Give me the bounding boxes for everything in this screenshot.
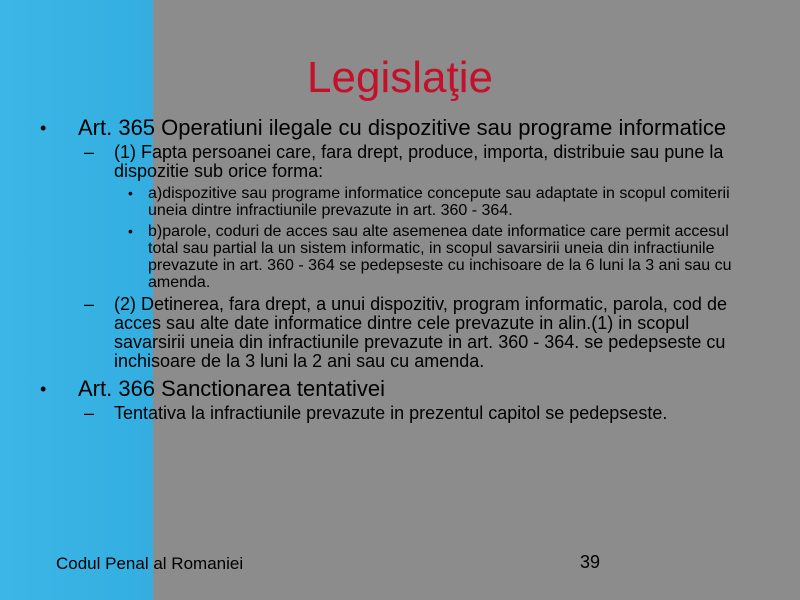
bullet-dash-icon: – xyxy=(84,294,95,314)
sub-bullet-tentativa xyxy=(40,404,760,423)
sub-bullet-text: Tentativa la infractiunile prevazute in prezentul capitol se pedepseste. xyxy=(114,403,668,423)
sub-bullet-alin-1 xyxy=(40,143,760,181)
slide-content xyxy=(40,114,760,423)
bullet-dot-icon: • xyxy=(40,118,47,138)
bullet-text: Art. 366 Sanctionarea tentativei xyxy=(78,376,385,401)
sub-bullet-text: (1) Fapta persoanei care, fara drept, produce, importa, distribuie sau pune la dispozitie sub orice forma: xyxy=(114,142,724,181)
bullet-art-366 xyxy=(40,377,760,400)
slide-title: Legislaţie xyxy=(307,53,493,102)
bullet-dot-icon: • xyxy=(40,379,47,399)
bullet-dot-icon: • xyxy=(128,185,133,201)
sub-sub-bullet-a xyxy=(40,185,760,219)
sub-bullet-text: (2) Detinerea, fara drept, a unui dispozitiv, program informatic, parola, cod de acces sau alte date informatice dintre cele prevazute in alin.(1) in scopul savarsirii uneia din infractiunile prevazute in art. 360 - 364. se pedepseste cu inchisoare de la 3 luni la 2 ani sau cu amenda. xyxy=(114,294,727,371)
sub-sub-bullet-b xyxy=(40,223,760,291)
sub-bullet-alin-2 xyxy=(40,295,760,371)
bullet-dash-icon: – xyxy=(84,142,95,162)
bullet-text: Art. 365 Operatiuni ilegale cu dispozitive sau programe informatice xyxy=(78,115,727,140)
bullet-dot-icon: • xyxy=(128,223,133,239)
bullet-art-365 xyxy=(40,116,760,139)
page-number: 39 xyxy=(580,552,601,572)
sub-sub-bullet-text: b)parole, coduri de acces sau alte asemenea date informatice care permit accesul total sau partial la un sistem informatic, in scopul savarsirii uneia din infractiunile prevazute in art. 360 - 364 se pedepseste cu inchisoare de la 6 luni la 3 ani sau cu amenda. xyxy=(148,223,732,291)
sub-sub-bullet-text: a)dispozitive sau programe informatice concepute sau adaptate in scopul comiterii uneia dintre infractiunile prevazute in art. 360 - 364. xyxy=(148,185,730,219)
bullet-dash-icon: – xyxy=(84,403,95,423)
footer-source: Codul Penal al Romaniei xyxy=(56,554,244,573)
